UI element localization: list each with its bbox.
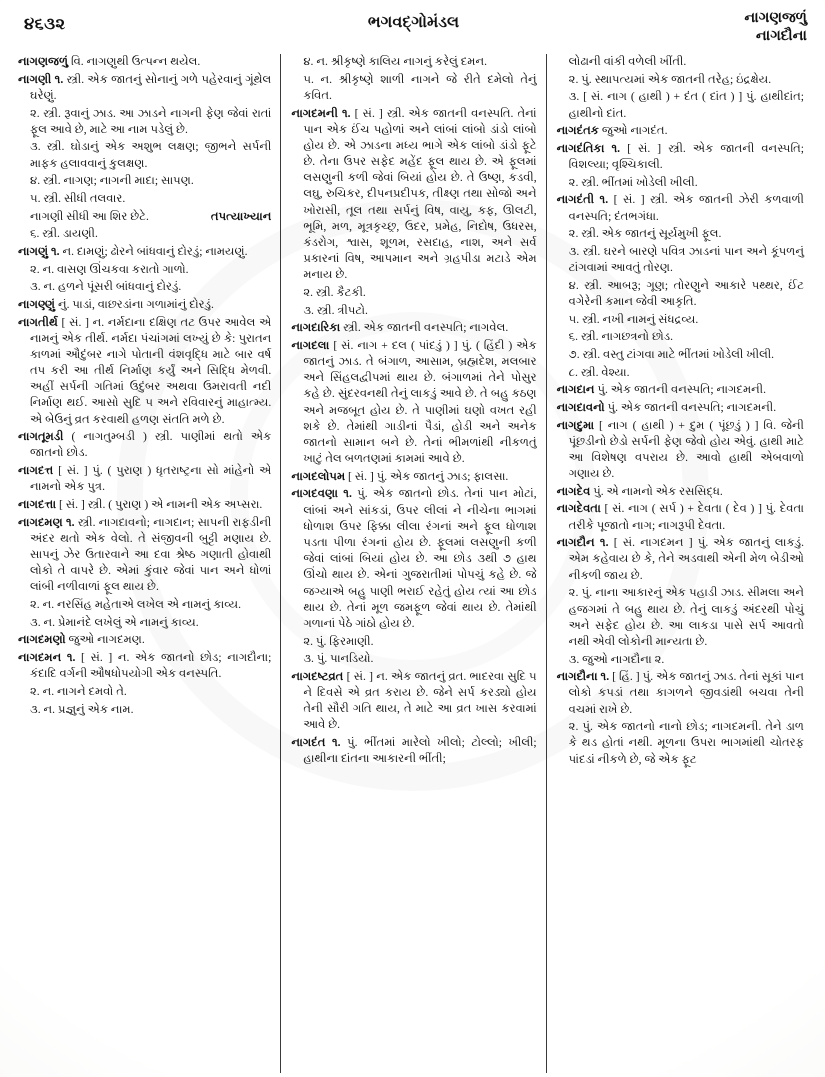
entry-definition: [ સં. ] ન. નર્મદાના દક્ષિણ તટ ઉપર આવેલ એ નામનું એક તીર્થ. નર્મદા પંચાંગમાં લખ્યું છે કે: પુરાતન કાળમાં ઔદુંબર નાગે પોતાની વંશવૃદ્ધિ માટે બાર વર્ષ તપ કરી આ તીર્થ નિર્માણ કર્યું અને સિદ્ધિ મેળવી. અહીં સર્પની ગતિમાં ઉદુંબર અથવા ઉમરાવતી નદી નિર્માણ થઈ. આસો સુદિ ૫ અને રવિવારનું માહાત્મ્ય. એ બેઉનું વ્રત કરવાથી હળણ સંતતિ મળે છે. [30, 315, 272, 426]
page-number: ૪૬૩૨ [24, 14, 66, 33]
entry-definition: સ્ત્રી. નાગદાવનો; નાગદાન; સાપની રાફડીની અંદર થતો એક વેલો. તે સંજીવની બુટ્ટી મણાય છે. સાપનું ઝેર ઉતારવાને આ દવા શ્રેષ્ઠ ગણાતી હોવાથી લોકો તે વાપરે છે. એમાં કુંવાર જેવાં પાન અને ધોળાં લાંબી નળીવાળાં ફૂલ થાય છે. [30, 515, 272, 594]
column-1 [14, 54, 280, 1073]
entry-definition: ૮. સ્ત્રી. વેશ્યા. [568, 365, 630, 379]
entry-definition: નાગણી સીધી આ શિર છેટે. [30, 209, 149, 223]
entry-definition: ૨. ન. વાસણ ઊંચકવા કરાતો ગાળો. [30, 262, 189, 276]
dictionary-entry [18, 244, 271, 260]
entry-definition: [ હિં. ] પું. એક જાતનું ઝાડ. તેનાં સૂકાં પાન લોકો કપડાં તથા કાગળને જીવડાંથી બચવા તેની વચમાં રાખે છે. [568, 670, 804, 716]
entry-headword: નાગદમની ૧. [291, 106, 351, 120]
entry-definition: પું. એક જાતની વનસ્પતિ; નાગદમની. [607, 400, 777, 414]
entry-definition: ૩. સ્ત્રી. ઘરને બારણે પવિત્ર ઝાડનાં પાન અને કૂંપળનું ટાંગવામાં આવતું તોરણ. [568, 244, 804, 275]
entry-definition: ૩. જુઓ નાગદૌના ૨. [568, 652, 665, 666]
dictionary-sense [18, 262, 271, 278]
dictionary-entry [18, 429, 271, 461]
text-columns [14, 54, 813, 1073]
entry-definition: ૨. સ્ત્રી. એક જાતનું સૂર્યમુખી ફૂલ. [568, 227, 722, 241]
entry-headword: નાગદમન ૧. [18, 651, 76, 665]
dictionary-sense [18, 191, 271, 207]
entry-definition: ૬. સ્ત્રી. ડાયણી. [30, 227, 98, 241]
entry-definition: ૨. સ્ત્રી. રૂવાનું ઝાડ. આ ઝાડને નાગની ફેણ જેવાં રાતાં ફૂલ આવે છે, માટે આ નામ પડેલું છે. [30, 106, 272, 136]
dictionary-entry [557, 535, 804, 584]
entry-definition: લોઢાની વાંકી વળેલી ખીંતી. [568, 55, 687, 68]
dictionary-entry [557, 484, 804, 500]
entry-definition: ૬. સ્ત્રી. નાગછત્રનો છોડ. [568, 330, 674, 344]
entry-headword: નાગદત્તા [18, 497, 57, 511]
entry-definition: ૨. ન. નરસિંહ મહેતાએ લખેલ એ નામનું કાવ્ય. [30, 598, 242, 611]
entry-headword: નાગદલા [291, 338, 330, 352]
entry-headword: નાગણું ૧. [18, 244, 60, 258]
entry-definition: પું. એક જાતનો છોડ. તેનાં પાન મોટાં, લાંબાં અને સાંકડાં, ઉપર લીલાં ને નીચેના ભાગમાં ધોળાશ ઉપર ફિક્કા લીલા રંગનાં અને ફૂલ ધોળાશ પડતા પીળા રંગનાં હોય છે. ફૂલમાં લસણુની કળી જેવાં લાંબાં બિયાં હોય છે. આ છોડ ૩થી ૭ હાથ ઊંચો થાય છે. એનાં ગુજરાતીમાં પોપચું કહે છે. જે જગ્યાએ બહુ પાણી ભરાઈ રહેતું હોય ત્યાં આ છોડ થાય છે. તેનાં મૂળ જમફૂળ જેવાં થાય છે. તેમાંથી ગળાનાં પેઠે ગાંઠો હોય છે. [303, 487, 537, 630]
entry-headword: નાગદત્ત [18, 464, 54, 478]
entry-definition: [ સં. નાગ + દલ ( પાંદડું ) ] પું. ( હિંદી ) એક જાતનું ઝાડ. તે બંગાળ, આસામ, બ્રહ્મદેશ, મલબાર અને સિંહલદ્વીપમાં થાય છે. બંગાળમાં તેને પોસુર કહે છે. સુંદરવનથી તેનું લાકડું આવે છે. તે બહુ કઠણ અને મજબૂત હોય છે. તે પાણીમાં ઘણો વખત રહી શકે છે. તેમાંથી ગાડીનાં પૈડાં, હોડી અને અનેક જાતનો સામાન બને છે. તેનાં ભીમળાંથી નીકળતું ખાટું તેલ બળતણમાં કામમાં આવે છે. [303, 338, 537, 466]
dictionary-entry [18, 650, 271, 682]
dictionary-sense [291, 285, 536, 301]
entry-definition: ૩. સ્ત્રી. ત્રીપટો. [303, 303, 368, 317]
entry-headword: નાગદમણ ૧. [18, 515, 75, 529]
entry-definition: ૨. પું. સ્થાપત્યમાં એક જાતની તરેહ; ઇંદ્રક્ષેય. [568, 72, 772, 86]
dictionary-sense [18, 597, 271, 613]
dictionary-sense [18, 615, 271, 631]
dictionary-entry [18, 463, 271, 495]
dictionary-entry [557, 123, 804, 139]
running-head [744, 10, 807, 45]
entry-definition: [ નાગ ( હાથી ) + દુમ ( પૂંછડું ) ] વિ. જેની પૂંછડીનો છેડો સર્પની ફેણ જેવો હોય એવું. હાથી માટે આ વિશેષણ વપરાય છે. આવો હાથી એબવાળો ગણાય છે. [568, 418, 804, 481]
dictionary-sense [557, 347, 804, 363]
dictionary-entry [291, 338, 536, 467]
entry-headword: નાગતીર્થ [18, 315, 58, 329]
page-header [14, 8, 813, 54]
dictionary-sense [18, 173, 271, 189]
entry-headword: નાગદંતી ૧. [556, 193, 609, 207]
dictionary-entry [18, 315, 271, 428]
entry-definition: ૨. સ્ત્રી. કૈટકી. [303, 285, 366, 299]
entry-definition: ૩. ન. પ્રેમાનંદે લખેલું એ નામનું કાવ્ય. [30, 615, 199, 629]
entry-definition: [ સં. ] ન. એક જાતનું વ્રત. ભાદરવા સુદિ ૫ ને દિવસે એ વ્રત કરાય છે. જેને સર્પ કરડ્યો હોય તેની સૌરી ગતિ થાય, તે માટે આ વ્રત ખાસ કરવામાં આવે છે. [303, 669, 537, 732]
entry-definition: ૨. પું. ફિરમાણી. [303, 634, 374, 648]
dictionary-entry [557, 400, 804, 416]
entry-definition: [ સં. ] સ્ત્રી. એક જાતની ઝેરી કળવાળી વનસ્પતિ; દંતભગંધા. [568, 193, 804, 223]
dictionary-entry [557, 382, 804, 398]
dictionary-entry [557, 192, 804, 224]
dictionary-entry [557, 669, 804, 718]
dictionary-sense [557, 89, 804, 121]
dictionary-entry [291, 735, 536, 767]
entry-headword: નાગદુમા [556, 418, 595, 432]
entry-headword: નાગદાન [556, 383, 595, 397]
entry-definition: જુઓ નાગદમણ. [68, 633, 145, 647]
entry-definition: [ સં. ] ન. એક જાતનો છોડ; નાગદૌના; કંદાદિ વર્ગની ઔષધોપયોગી એક વનસ્પતિ. [30, 651, 272, 681]
entry-definition: [ સં. ] પું. ( પુરાણ ) ધૃતરાષ્ટ્રના સો માંહેનો એ નામનો એક પુત્ર. [30, 464, 272, 494]
entry-headword: નાગદેવતા [556, 502, 601, 516]
dictionary-sense [557, 278, 804, 310]
dictionary-sense [557, 175, 804, 191]
entry-definition: [ સં. નાગ ( સર્પ ) + દેવતા ( દેવ ) ] પું. દેવતા તરીકે પૂજાતો નાગ; નાગરૂપી દેવતા. [568, 502, 804, 532]
dictionary-sense [18, 702, 271, 718]
dictionary-entry [557, 501, 804, 533]
entry-definition: પું. એ નામનો એક રસસિદ્ધ. [593, 484, 723, 498]
dictionary-sense [18, 139, 271, 171]
dictionary-entry [291, 469, 536, 485]
entry-definition: ૨. ન. નાગને દમવો તે. [30, 684, 127, 698]
entry-definition: નું. પાડાં, વાછરડાંના ગળામાંનું દોરડું. [57, 297, 214, 311]
entry-headword: નાગણજળું [18, 55, 69, 68]
dictionary-entry [291, 669, 536, 734]
dictionary-entry [18, 54, 271, 70]
entry-definition: [ સં. ] સ્ત્રી. એક જાતની વનસ્પતિ; વિશલ્યા; વૃશ્ચિકાલી. [568, 141, 804, 172]
entry-headword: નાગદમણો [18, 633, 66, 647]
entry-definition: [ સં. નાગદમન ] પું. એક જાતનું લાકડું. એમ કહેવાય છે કે, તેને અડવાથી એની મેળ બેડીઓ નીકળી જાય છે. [568, 536, 804, 582]
dictionary-entry [557, 141, 804, 173]
dictionary-entry [18, 497, 271, 513]
dictionary-sense [557, 226, 804, 242]
entry-definition: ૫. ન. શ્રીકૃષ્ણે શાળી નાગને જે રીતે દમેલો તેનું કવિત. [303, 72, 537, 102]
entry-headword: નાગદારિકા [291, 321, 341, 335]
dictionary-sense [18, 684, 271, 700]
dictionary-sense [557, 244, 804, 276]
entry-definition: ૩. [ સં. નાગ ( હાથી ) + દંત ( દાંત ) ] પું. હાથીદાંત; હાથીનો દાંત. [568, 90, 804, 120]
running-head-line-2: નાગદૌના [755, 27, 807, 44]
column-2 [280, 54, 546, 1073]
dictionary-sense [557, 312, 804, 328]
dictionary-sense [18, 279, 271, 295]
entry-definition: [ સં. ] સ્ત્રી. ( પુરાણ ) એ નામની એક અપ્સરા. [59, 497, 263, 511]
dictionary-entry [291, 106, 536, 284]
entry-headword: નાગદષ્ટવ્રત [291, 669, 344, 683]
entry-definition: પું. ભીંતમાં મારેલો ખીલો; ટોલ્લો; ખીલી; હાથીના દાંતના આકારની ભીંતી; [303, 736, 537, 766]
entry-definition: ૩. સ્ત્રી. ઘોડાનું એક અશુભ લક્ષણ; જીભને સર્પની માફક હલાવવાનું કુલક્ષણ. [30, 140, 272, 170]
entry-definition: ૫. સ્ત્રી. નખી નામનું સંધદ્રવ્ય. [568, 312, 699, 326]
entry-headword: નાગદૌના ૧. [556, 670, 610, 684]
entry-headword: નાગદવણા ૧. [291, 487, 352, 501]
entry-definition: ૨. પું. નાના આકારનું એક પહાડી ઝાડ. સીમલા અને હજગમાં તે બહુ થાય છે. તેનું લાકડું અંદરથી પોચું અને સફેદ હોય છે. આ લાકડા પાસે સર્પ આવતો નથી એવી લોકોની માન્યતા છે. [568, 586, 804, 648]
entry-definition: પું. એક જાતની વનસ્પતિ; નાગદમની. [597, 383, 766, 397]
entry-definition: [ સં. ] સ્ત્રી. એક જાતની વનસ્પતિ. તેનાં પાન એક ઈંચ પહોળાં અને લાંબાં લાંબો ડાંડો લાંબો હોય છે. એ ઝાડના મધ્ય ભાગે એક લાંબો ડાંડો ફૂટે છે. તેના ઉપર સફેદ મહેંદ ફૂલ થાય છે. એ ફૂલમાં લસણુની કળી જેવાં બિયાં હોય છે. તે ઉષ્ણ, કડવી, લઘુ, રુચિકર, દીપનપ્રદીપક, તીક્ષ્ણ તથા સોજો અને ખોરાસી, તૂલ તથા સર્પનું વિષ, વાયુ, કફ, ઊલટી, ભૂમિ, મળ, મૂત્રકૃચ્છ્ર, ઉદર, પ્રમેહ, નિદોષ, ઉધરસ, કંડરોગ, શ્વાસ, શૂળમ, રસદાહ, નાશ, અને સર્વ પ્રકારનાં વિષ, આપમાન અને ગ્રહપીડા મટાડે એમ મનાય છે. [303, 106, 537, 282]
entry-headword: નાગદૌન ૧. [556, 536, 609, 550]
running-head-line-1: નાગણજળું [744, 10, 807, 26]
entry-definition: સ્ત્રી. એક જાતનું સોનાનું ગળે પહેરવાનું ગૂંથેલ ઘરેણું. [30, 72, 272, 102]
entry-definition: ૪. ન. શ્રીકૃષ્ણે કાલિય નાગનું કરેલું દમન. [303, 55, 487, 68]
entry-definition: જુઓ નાગદંત. [601, 124, 668, 138]
dictionary-sense [291, 54, 536, 70]
entry-headword: નાગતૂમડી [18, 430, 64, 444]
dictionary-entry [18, 632, 271, 648]
entry-definition: ૩. ન. પ્રજ્ઞુનું એક નામ. [30, 702, 134, 716]
entry-definition: [ સં. ] પું. એક જાતનું ઝાડ; ફાલસા. [348, 469, 509, 483]
dictionary-entry [18, 515, 271, 596]
dictionary-entry [18, 297, 271, 313]
entry-headword: નાગદંતક [556, 124, 599, 138]
dictionary-sense [557, 365, 804, 381]
entry-definition: ૨. સ્ત્રી. ભીંતમાં ખોડેલી ખીલી. [568, 175, 698, 189]
dictionary-sense [557, 719, 804, 768]
entry-headword: નાગણ્ણું [18, 297, 56, 311]
entry-definition: ૩. પું. પાનડિયો. [303, 652, 374, 666]
entry-headword: નાગણી ૧. [18, 72, 64, 86]
entry-headword: નાગદંત ૧. [291, 736, 341, 750]
dictionary-sense [291, 651, 536, 667]
entry-citation: તપત્યાખ્યાન [210, 209, 272, 223]
entry-definition: ૪. સ્ત્રી. આબરૂ; ગૂણ; તોરણુને આકારે પથ્થર, ઈંટ વગેરેની કમાન જેવી આકૃતિ. [568, 278, 804, 308]
dictionary-sense [557, 652, 804, 668]
dictionary-sense [557, 54, 804, 70]
entry-definition: ૨. પું. એક જાતનો નાનો છોડ; નાગદમની. તેને ડાળ કે થડ હોતાં નથી. મૂળના ઉપરા ભાગમાંથી ચોતરફ પાંદડાં નીકળે છે, જે એક ફૂટ [568, 720, 804, 766]
entry-definition: ( નાગતુમ્બડી ) સ્ત્રી. પાણીમાં થતો એક જાતનો છોડ. [30, 430, 272, 460]
dictionary-sense [557, 585, 804, 650]
dictionary-entry [291, 320, 536, 336]
entry-definition: ન. દામણું; ઢોરને બાંધવાનું દોરડું; નામયણું. [62, 244, 248, 258]
dictionary-sense [557, 72, 804, 88]
entry-definition: વિ. નાગણુથી ઉત્પન્ન થયેલ. [70, 55, 201, 68]
dictionary-sense [18, 226, 271, 242]
dictionary-entry [18, 72, 271, 104]
entry-definition: ૩. ન. હળને પૂંસરી બાંધવાનું દોરડું. [30, 280, 182, 294]
dictionary-sense [291, 303, 536, 319]
dictionary-sense [291, 72, 536, 104]
entry-definition: ૭. સ્ત્રી. વસ્તુ ટાંગવા માટે ભીંતમાં ખોડેલી ખીલી. [568, 347, 775, 361]
dictionary-sense [18, 209, 271, 225]
entry-headword: નાગદંતિકા ૧. [556, 141, 621, 155]
dictionary-entry [291, 486, 536, 632]
entry-headword: નાગદેવ [556, 484, 591, 498]
entry-headword: નાગદાવનો [556, 400, 605, 414]
entry-definition: ૪. સ્ત્રી. નાગણ; નાગની માદા; સાપણ. [30, 174, 194, 188]
entry-definition: સ્ત્રી. એક જાતની વનસ્પતિ; નાગવેલ. [343, 321, 509, 335]
dictionary-entry [557, 418, 804, 483]
entry-headword: નાગદલોપમ [291, 469, 346, 483]
dictionary-sense [18, 106, 271, 138]
book-title: ભગવદ્ગોમંડલ [367, 14, 460, 31]
column-3 [547, 54, 813, 1073]
dictionary-sense [291, 634, 536, 650]
entry-definition: ૫. સ્ત્રી. સીધી તલવાર. [30, 191, 126, 205]
dictionary-sense [557, 329, 804, 345]
